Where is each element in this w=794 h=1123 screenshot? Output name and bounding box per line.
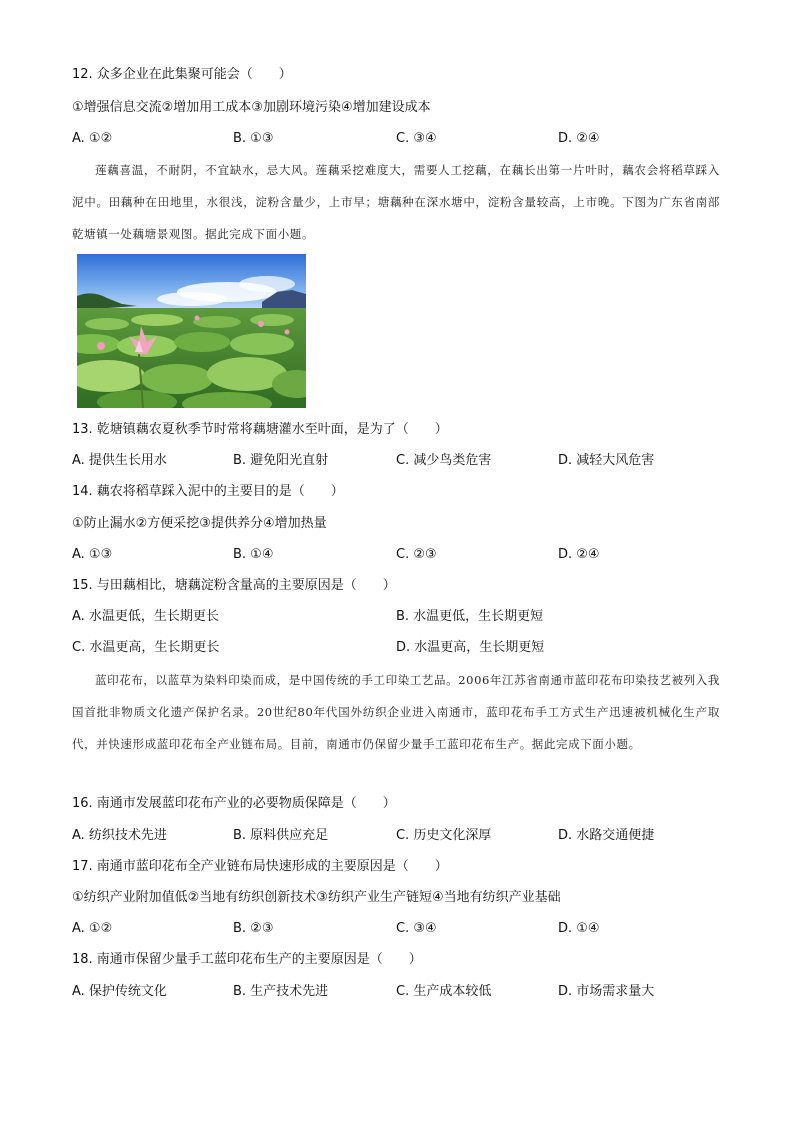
q13-option-b: B. 避免阳光直射: [233, 453, 329, 468]
q15-option-a: A. 水温更低，生长期更长: [72, 609, 219, 624]
q13-option-c: C. 减少鸟类危害: [396, 453, 492, 468]
q14-items: ①防止漏水②方便采挖③提供养分④增加热量: [72, 516, 327, 531]
q16-option-d: D. 水路交通便捷: [558, 828, 655, 843]
q12-option-a: A. ①②: [72, 131, 113, 146]
q14-stem: 14. 藕农将稻草踩入泥中的主要目的是（ ）: [72, 484, 344, 499]
q17-option-a: A. ①②: [72, 921, 113, 936]
q14-option-b: B. ①④: [233, 547, 274, 562]
q15-option-b: B. 水温更低，生长期更短: [396, 609, 544, 624]
q17-items: ①纺织产业附加值低②当地有纺织创新技术③纺织产业生产链短④当地有纺织产业基础: [72, 890, 561, 905]
passage-lotus-root: 莲藕喜温，不耐阴，不宜缺水，忌大风。莲藕采挖难度大，需要人工挖藕，在藕长出第一片叶时，藕农会将稻草踩入泥中。田藕种在田地里，水很浅，淀粉含量少，上市早；塘藕种在深水塘中，淀粉含量较高，上市晚。下图为广东省南部乾塘镇一处藕塘景观图。据此完成下面小题。: [72, 163, 720, 241]
q13-stem: 13. 乾塘镇藕农夏秋季节时常将藕塘灌水至叶面，是为了（ ）: [72, 422, 448, 437]
q14-option-d: D. ②④: [558, 547, 600, 562]
q15-option-c: C. 水温更高，生长期更长: [72, 640, 220, 655]
q18-stem: 18. 南通市保留少量手工蓝印花布生产的主要原因是（ ）: [72, 952, 422, 967]
q18-option-b: B. 生产技术先进: [233, 984, 329, 999]
q15-stem: 15. 与田藕相比，塘藕淀粉含量高的主要原因是（ ）: [72, 578, 396, 593]
q12-option-b: B. ①③: [233, 131, 274, 146]
q12-items: ①增强信息交流②增加用工成本③加剧环境污染④增加建设成本: [72, 100, 431, 115]
q16-option-a: A. 纺织技术先进: [72, 828, 167, 843]
q12-option-d: D. ②④: [558, 131, 600, 146]
q14-option-a: A. ①③: [72, 547, 113, 562]
passage-blue-calico: 蓝印花布，以蓝草为染料印染而成，是中国传统的手工印染工艺品。2006年江苏省南通市蓝印花布印染技艺被列入我国首批非物质文化遗产保护名录。20世纪80年代国外纺织企业进入南通市，蓝印花布手工方式生产迅速被机械化生产取代，并快速形成蓝印花布全产业链布局。目前，南通市仍保留少量手工蓝印花布生产。据此完成下面小题。: [72, 673, 720, 751]
q13-option-d: D. 减轻大风危害: [558, 453, 655, 468]
q17-option-b: B. ②③: [233, 921, 274, 936]
q16-option-c: C. 历史文化深厚: [396, 828, 492, 843]
q18-option-a: A. 保护传统文化: [72, 984, 167, 999]
q16-stem: 16. 南通市发展蓝印花布产业的必要物质保障是（ ）: [72, 796, 396, 811]
q15-option-d: D. 水温更高，生长期更短: [396, 640, 545, 655]
q13-option-a: A. 提供生长用水: [72, 453, 167, 468]
q18-option-c: C. 生产成本较低: [396, 984, 492, 999]
q12-option-c: C. ③④: [396, 131, 437, 146]
q17-option-d: D. ①④: [558, 921, 600, 936]
q17-stem: 17. 南通市蓝印花布全产业链布局快速形成的主要原因是（ ）: [72, 859, 448, 874]
q12-stem: 12. 众多企业在此集聚可能会（ ）: [72, 67, 292, 82]
q17-option-c: C. ③④: [396, 921, 437, 936]
q16-option-b: B. 原料供应充足: [233, 828, 329, 843]
q14-option-c: C. ②③: [396, 547, 437, 562]
lotus-pond-photo: [77, 254, 306, 408]
q18-option-d: D. 市场需求量大: [558, 984, 655, 999]
